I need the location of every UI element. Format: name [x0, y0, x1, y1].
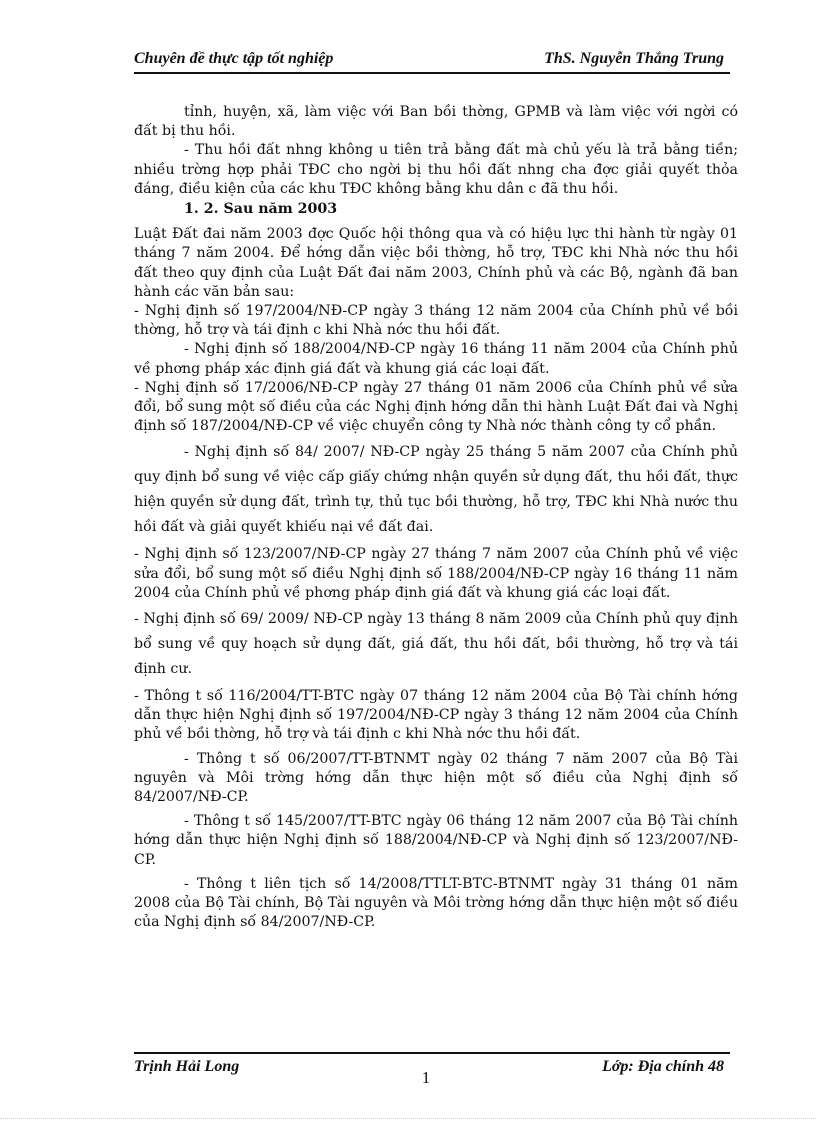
list-item: - Nghị định số 188/2004/NĐ-CP ngày 16 tháng 11 năm 2004 của Chính phủ về phơng pháp xác định giá đất và khung giá các loại đất.: [134, 341, 738, 377]
list-item: - Nghị định số 123/2007/NĐ-CP ngày 27 tháng 7 năm 2007 của Chính phủ về việc sửa đổi, bổ sung một số điều Nghị định số 188/2004/NĐ-CP ngày 16 tháng 11 năm 2004 của Chính phủ về phơng pháp định giá đất và khung giá các loại đất.: [134, 546, 738, 601]
page-number: 1: [421, 1068, 431, 1087]
section-heading: 1. 2. Sau năm 2003: [184, 201, 338, 218]
footer-author-name: Trịnh Hải Long: [134, 1058, 240, 1075]
footer-class-name: Lớp: Địa chính 48: [602, 1058, 724, 1075]
list-item: - Thông t số 06/2007/TT-BTNMT ngày 02 tháng 7 năm 2007 của Bộ Tài nguyên và Môi trờng hớng dẫn thực hiện một số điều của Nghị định số 84/2007/NĐ-CP.: [134, 750, 738, 806]
paragraph: tỉnh, huyện, xã, làm việc với Ban bồi thờng, GPMB và làm việc với ngời có đất bị thu hồi.: [134, 104, 738, 140]
page-edge-divider: [0, 1118, 816, 1119]
header-advisor-name: ThS. Nguyễn Thắng Trung: [544, 50, 724, 67]
list-item: - Thông t liên tịch số 14/2008/TTLT-BTC-BTNMT ngày 31 tháng 01 năm 2008 của Bộ Tài chính, Bộ Tài nguyên và Môi trờng hớng dẫn thực hiện một số điều của Nghị định số 84/2007/NĐ-CP.: [134, 875, 738, 931]
list-item: - Nghị định số 197/2004/NĐ-CP ngày 3 tháng 12 năm 2004 của Chính phủ về bồi thờng, hỗ trợ và tái định c khi Nhà nớc thu hồi đất.: [134, 303, 738, 339]
list-item: - Nghị định số 84/ 2007/ NĐ-CP ngày 25 tháng 5 năm 2007 của Chính phủ quy định bổ sung về việc cấp giấy chứng nhận quyền sử dụng đất, thu hồi đất, thực hiện quyền sử dụng đất, trình tự, thủ tục bồi thường, hỗ trợ, TĐC khi Nhà nước thu hồi đất và giải quyết khiếu nại về đất đai.: [134, 444, 738, 536]
paragraph: Luật Đất đai năm 2003 đợc Quốc hội thông qua và có hiệu lực thi hành từ ngày 01 tháng 7 năm 2004. Để hớng dẫn việc bồi thờng, hỗ trợ, TĐC khi Nhà nớc thu hồi đất theo quy định của Luật Đất đai năm 2003, Chính phủ và các Bộ, ngành đã ban hành các văn bản sau:: [134, 226, 738, 300]
paragraph: - Thu hồi đất nhng không u tiên trả bằng đất mà chủ yếu là trả bằng tiền; nhiều trờng hợp phải TĐC cho ngời bị thu hồi đất nhng cha đợc giải quyết thỏa đáng, điều kiện của các khu TĐC không bằng khu dân c đã thu hồi.: [134, 142, 738, 197]
list-item: - Nghị định số 69/ 2009/ NĐ-CP ngày 13 tháng 8 năm 2009 của Chính phủ quy định bổ sung về quy hoạch sử dụng đất, giá đất, thu hồi đất, bồi thường, hỗ trợ và tái định cư.: [134, 611, 738, 678]
page-header: [134, 48, 730, 74]
list-item: - Nghị định số 17/2006/NĐ-CP ngày 27 tháng 01 năm 2006 của Chính phủ về sửa đổi, bổ sung một số điều của các Nghị định hớng dẫn thi hành Luật Đất đai và Nghị định số 187/2004/NĐ-CP về việc chuyển công ty Nhà nớc thành công ty cổ phần.: [134, 379, 738, 435]
document-body: [134, 103, 738, 933]
list-item: - Thông t số 145/2007/TT-BTC ngày 06 tháng 12 năm 2007 của Bộ Tài chính hớng dẫn thực hiện Nghị định số 188/2004/NĐ-CP và Nghị định số 123/2007/NĐ-CP.: [134, 813, 738, 868]
list-item: - Thông t số 116/2004/TT-BTC ngày 07 tháng 12 năm 2004 của Bộ Tài chính hớng dẫn thực hiện Nghị định số 197/2004/NĐ-CP ngày 3 tháng 12 năm 2004 của Chính phủ về bồi thờng, hỗ trợ và tái định c khi Nhà nớc thu hồi đất.: [134, 688, 738, 743]
header-document-title: Chuyên đề thực tập tốt nghiệp: [134, 50, 334, 67]
